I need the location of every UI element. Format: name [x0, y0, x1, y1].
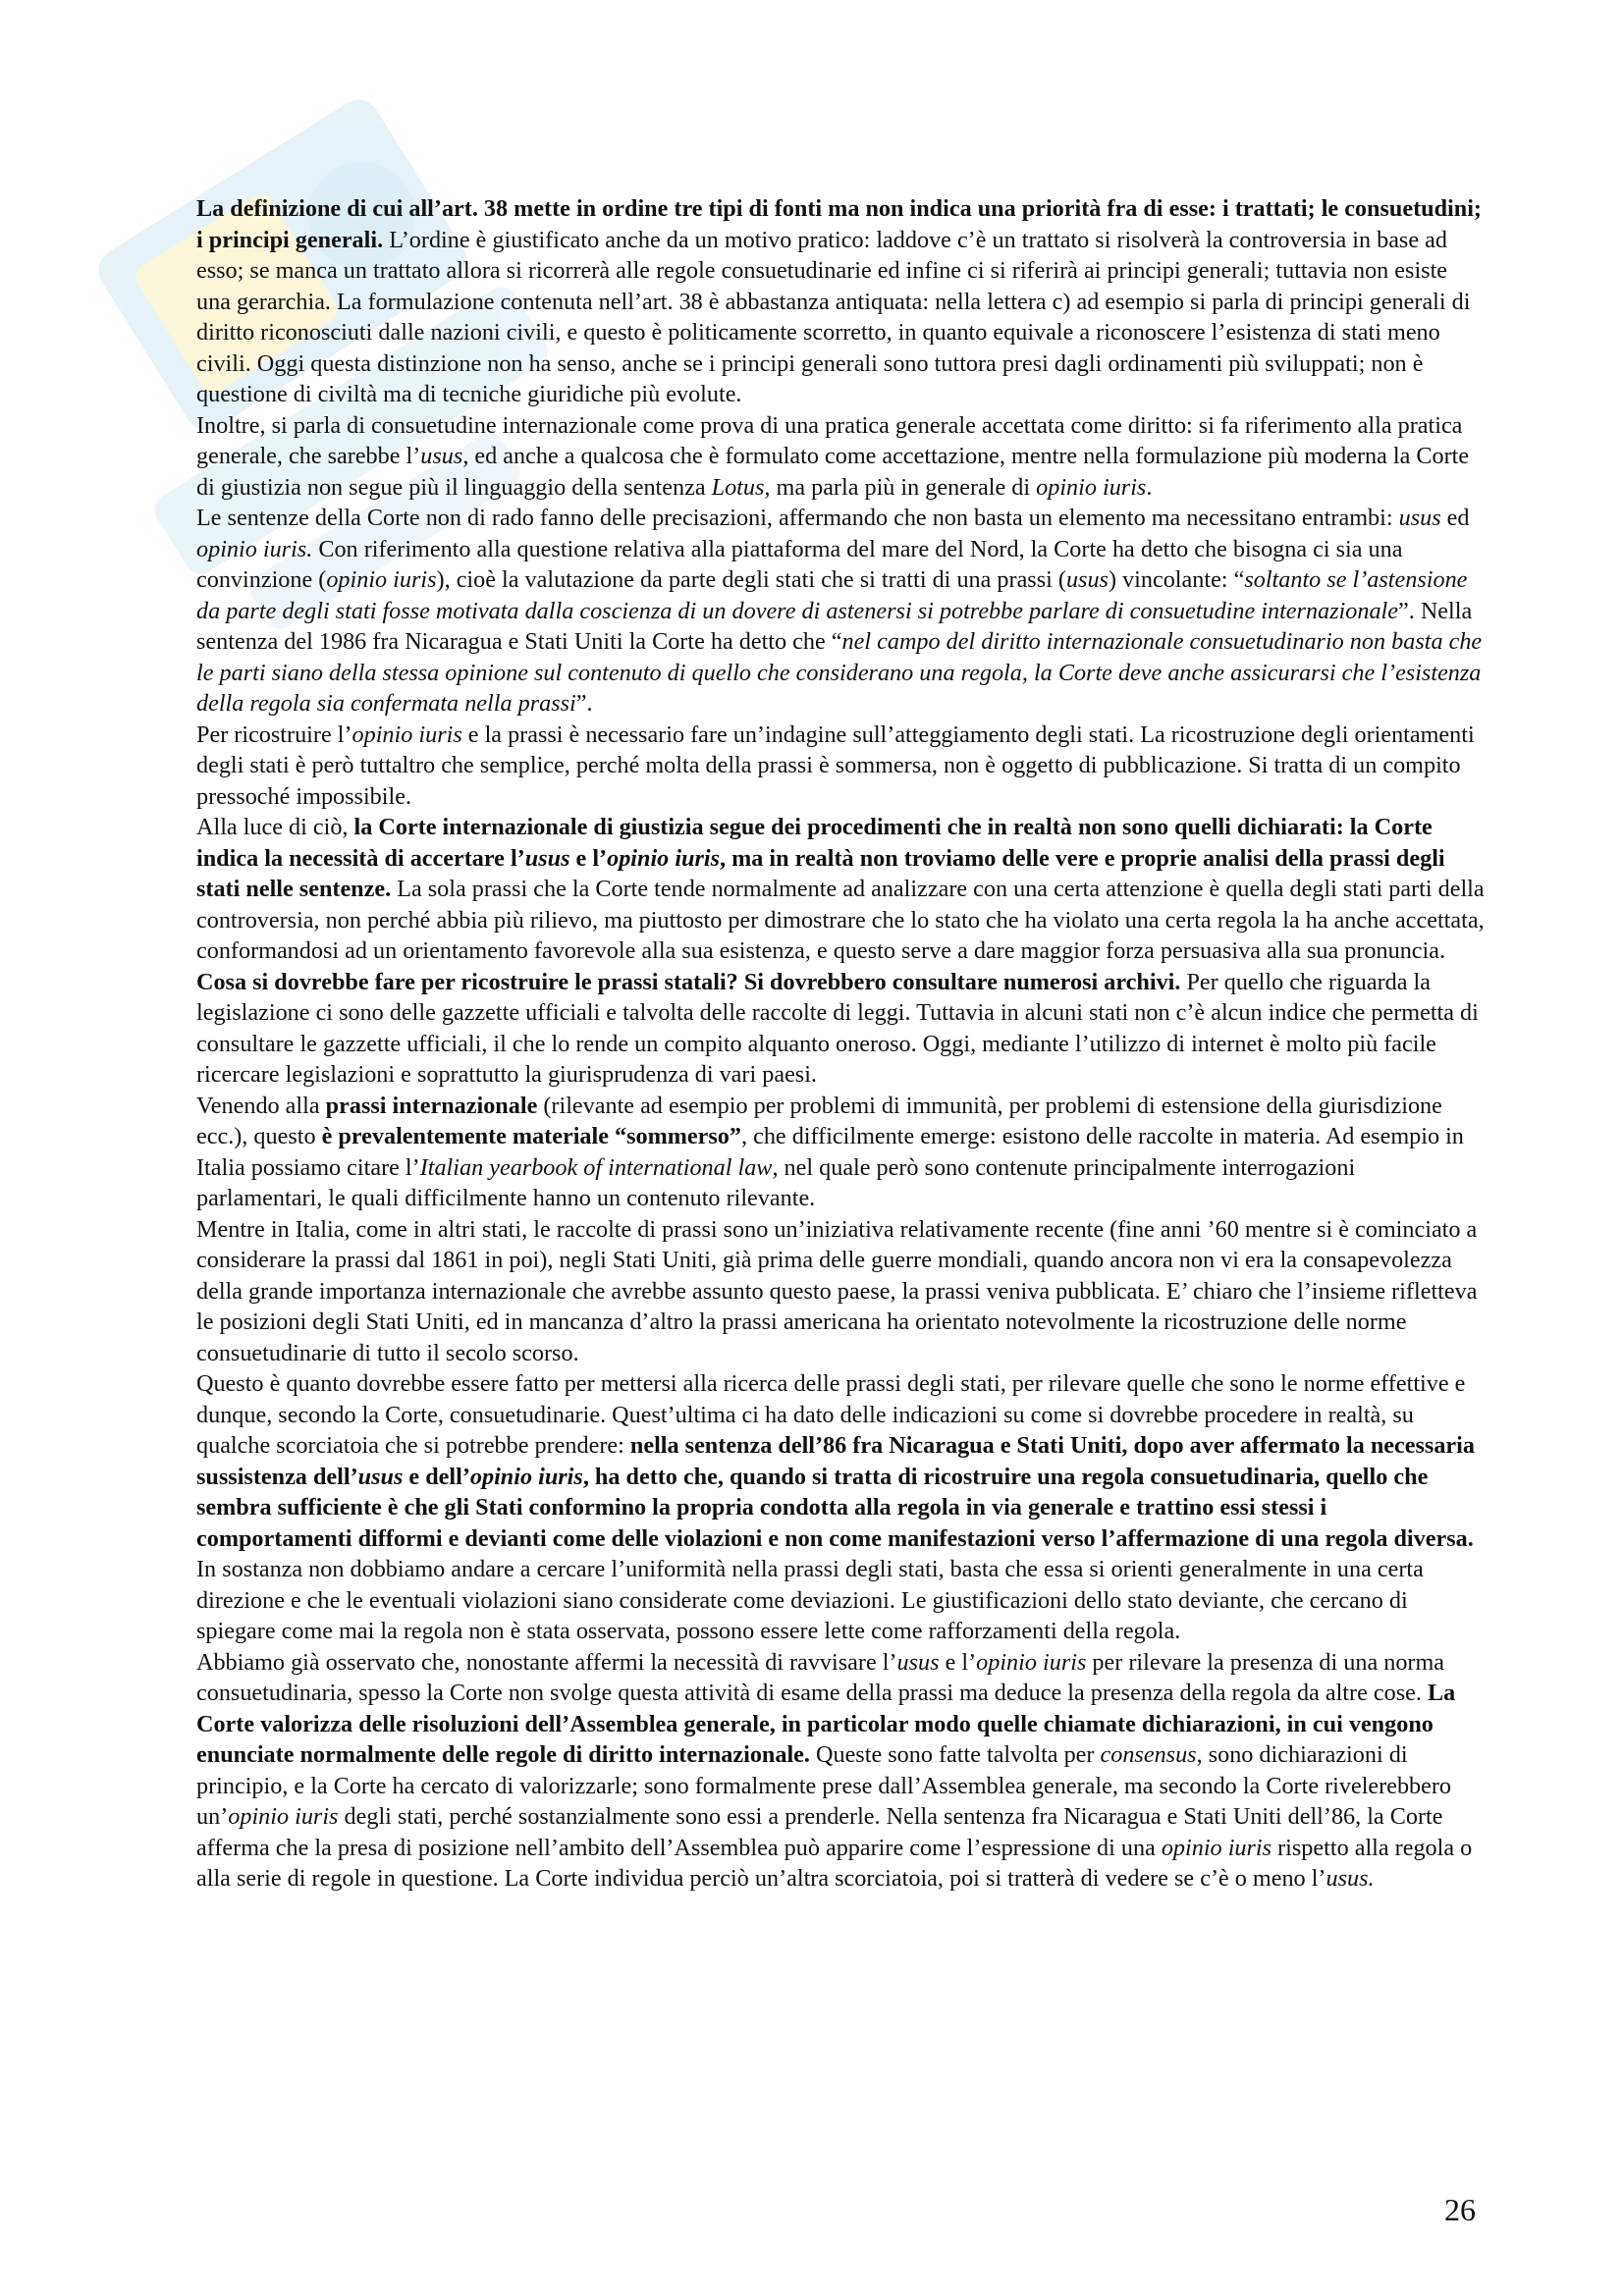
body-text: Queste sono fatte talvolta per	[809, 1741, 1101, 1768]
italic-text: usus	[896, 1648, 940, 1676]
bold-text: Cosa si dovrebbe fare per ricostruire le prassi statali? Si dovrebbero consultare numerosi archivi.	[196, 968, 1181, 995]
body-text: Questo è quanto dovrebbe essere fatto per mettersi alla ricerca delle prassi degli stati, per rilevare quelle che sono le norme effettive e dunque, secondo la Corte, consuetudinarie. Quest’ultima ci ha dato delle indicazioni su come si dovrebbe procedere in realtà, su qualche scorciatoia che si potrebbe prendere:	[196, 1370, 1466, 1459]
body-text: , sono dichiarazioni di principio, e la Corte ha cercato di valorizzarle; sono formalmente prese dall’Assemblea generale, ma secondo la Corte rivelerebbero un’	[196, 1741, 1452, 1830]
body-text: Alla luce di ciò,	[196, 814, 354, 840]
body-text: La sola prassi che la Corte tende normalmente ad analizzare con una certa attenzione è quella degli stati parti della controversia, non perché abbia più rilievo, ma piuttosto per dimostrare che lo stato che ha violato una certa regola la ha anche accettata, conformandosi ad un orientamento favorevole alla sua esistenza, e questo serve a dare maggior forza persuasiva alla sua pronuncia.	[196, 876, 1485, 964]
italic-text: nel campo del diritto internazionale consuetudinario non basta che le parti siano della stessa opinione sul contenuto di quello che considerano una regola, la Corte deve anche assicurarsi che l’esistenza della regola sia confermata nella prassi	[196, 628, 1483, 717]
paragraph	[196, 967, 1485, 1091]
body-text: .	[1146, 473, 1153, 501]
bold-text: la Corte internazionale di giustizia segue dei procedimenti che in realtà non sono quelli dichiarati: la Corte indica la necessità di accertare l’	[196, 814, 1433, 872]
bold-text: nella sentenza dell’86 fra Nicaragua e Stati Uniti, dopo aver affermato la necessaria sussistenza dell’	[196, 1432, 1475, 1490]
italic-text: usus	[1398, 505, 1441, 531]
bold-text: La definizione di cui all’art. 38 mette in ordine tre tipi di fonti ma non indica una priorità fra di esse: i trattati; le consuetudini; i principi generali.	[196, 195, 1482, 253]
bold-text: prassi internazionale	[325, 1092, 538, 1119]
bold-text: , ha detto che, quando si tratta di ricostruire una regola consuetudinaria, quello che sembra sufficiente è che gli Stati conformino la propria condotta alla regola in via generale e trattino essi stessi i comportamenti difformi e devianti come delle violazioni e non come manifestazioni verso l’affermazione di una regola diversa.	[196, 1463, 1474, 1552]
body-text: ”.	[575, 690, 593, 717]
body-text: Per quello che riguarda la legislazione ci sono delle gazzette ufficiali e talvolta delle raccolte di leggi. Tuttavia in alcuni stati non c’è alcun indice che permetta di consultare le gazzette ufficiali, il che lo rende un compito alquanto oneroso. Oggi, mediante l’utilizzo di internet è molto più facile ricercare legislazioni e soprattutto la giurisprudenza di vari paesi.	[196, 968, 1479, 1088]
body-text: per rilevare la presenza di una norma consuetudinaria, spesso la Corte non svolge questa attività di esame della prassi ma deduce la presenza della regola da altre cose.	[196, 1648, 1445, 1706]
bold-text: e dell’	[403, 1463, 470, 1490]
bold-italic-text: opinio iuris	[469, 1463, 583, 1490]
italic-text: consensus	[1100, 1741, 1197, 1768]
body-text: ed	[1440, 505, 1470, 531]
italic-text: opinio iuris	[326, 566, 437, 593]
body-text: Mentre in Italia, come in altri stati, le raccolte di prassi sono un’iniziativa relativamente recente (fine anni ’60 mentre si è cominciato a considerare la prassi dal 1861 in poi), negli Stati Uniti, già prima delle guerre mondiali, quando ancora non vi era la consapevolezza della grande importanza internazionale che avrebbe assunto questo paese, la prassi veniva pubblicata. E’ chiaro che l’insieme rifletteva le posizioni degli Stati Uniti, ed in mancanza d’altro la prassi americana ha orientato notevolmente la ricostruzione delle norme consuetudinarie di tutto il secolo scorso.	[196, 1215, 1478, 1366]
paragraph	[196, 720, 1485, 813]
body-text: , ma parla più in generale di	[764, 473, 1037, 501]
bold-italic-text: usus	[524, 844, 570, 872]
body-text: rispetto alla regola o alla serie di regole in questione. La Corte individua perciò un’altra scorciatoia, poi si tratterà di vedere se c’è o meno l’	[196, 1834, 1473, 1892]
body-text: (rilevante ad esempio per problemi di immunità, per problemi di estensione della giurisdizione ecc.), questo	[196, 1092, 1442, 1149]
page-number: 26	[1444, 2192, 1476, 2227]
body-text: Per ricostruire l’	[196, 721, 352, 748]
body-text: e l’	[939, 1648, 977, 1676]
body-text: , che difficilmente emerge: esistono delle raccolte in materia. Ad esempio in Italia possiamo citare l’	[196, 1123, 1464, 1181]
body-text: Abbiamo già osservato che, nonostante affermi la necessità di ravvisare l’	[196, 1648, 897, 1676]
paragraph	[196, 410, 1485, 504]
paragraph	[196, 812, 1485, 967]
italic-text: soltanto se l’astensione da parte degli stati fosse motivata dalla coscienza di un dovere di astenersi si potrebbe parlare di consuetudine internazionale	[196, 566, 1468, 624]
bold-italic-text: usus	[357, 1463, 404, 1490]
body-text: e la prassi è necessario fare un’indagine sull’atteggiamento degli stati. La ricostruzione degli orientamenti degli stati è però tuttaltro che semplice, perché molta della prassi è sommersa, non è oggetto di pubblicazione. Si tratta di un compito pressoché impossibile.	[196, 721, 1475, 810]
body-text: , nel quale però sono contenute principalmente interrogazioni parlamentari, le quali difficilmente hanno un contenuto rilevante.	[196, 1153, 1356, 1211]
paragraph	[196, 1214, 1485, 1369]
paragraph	[196, 1647, 1485, 1895]
bold-text: La Corte valorizza delle risoluzioni dell’Assemblea generale, in particolar modo quelle chiamate dichiarazioni, in cui vengono enunciate normalmente delle regole di diritto internazionale.	[196, 1680, 1456, 1768]
body-text: degli stati, perché sostanzialmente sono essi a prenderle. Nella sentenza fra Nicaragua e Stati Uniti dell’86, la Corte afferma che la presa di posizione nell’ambito dell’Assemblea può apparire come l’espressione di una	[196, 1803, 1443, 1861]
bold-text: , ma in realtà non troviamo delle vere e proprie analisi della prassi degli stati nelle sentenze.	[196, 844, 1445, 902]
body-text: Le sentenze della Corte non di rado fanno delle precisazioni, affermando che non basta un elemento ma necessitano entrambi:	[196, 505, 1399, 531]
body-text: ”. Nella sentenza del 1986 fra Nicaragua e Stati Uniti la Corte ha detto che “	[196, 597, 1473, 655]
bold-text: è prevalentemente materiale “sommerso”	[321, 1123, 741, 1149]
italic-text: Lotus	[711, 473, 765, 501]
italic-text: usus	[1065, 566, 1109, 593]
paragraph	[196, 1091, 1485, 1214]
italic-text: opinio iuris.	[196, 535, 313, 562]
italic-text: usus	[420, 443, 463, 469]
bold-text: e l’	[569, 844, 608, 872]
paragraph	[196, 503, 1485, 720]
italic-text: opinio iuris	[976, 1648, 1087, 1676]
paragraph	[196, 1368, 1485, 1647]
body-text: Venendo alla	[196, 1092, 326, 1119]
paragraph	[196, 193, 1485, 410]
body-text: L’ordine è giustificato anche da un motivo pratico: laddove c’è un trattato si risolverà la controversia in base ad esso; se manca un trattato allora si ricorrerà alle regole consuetudinarie ed infine ci si riferirà ai principi generali; tuttavia non esiste una gerarchia. La formulazione contenuta nell’art. 38 è abbastanza antiquata: nella lettera c) ad esempio si parla di principi generali di diritto riconosciuti dalle nazioni civili, e questo è politicamente scorretto, in quanto equivale a riconoscere l’esistenza di stati meno civili. Oggi questa distinzione non ha senso, anche se i principi generali sono tuttora presi dagli ordinamenti più sviluppati; non è questione di civiltà ma di tecniche giuridiche più evolute.	[196, 226, 1471, 407]
body-text: , ed anche a qualcosa che è formulato come accettazione, mentre nella formulazione più moderna la Corte di giustizia non segue più il linguaggio della sentenza	[196, 443, 1470, 501]
italic-text: opinio iuris	[1036, 473, 1147, 501]
body-text: Inoltre, si parla di consuetudine internazionale come prova di una pratica generale accettata come diritto: si fa riferimento alla pratica generale, che sarebbe l’	[196, 411, 1463, 469]
italic-text: usus.	[1325, 1865, 1375, 1892]
italic-text: opinio iuris	[1161, 1834, 1272, 1861]
page-body	[196, 193, 1485, 1895]
body-text: In sostanza non dobbiamo andare a cercare l’uniformità nella prassi degli stati, basta che essa si orienti generalmente in una certa direzione e che le eventuali violazioni siano considerate come deviazioni. Le giustificazioni dello stato deviante, che cercano di spiegare come mai la regola non è stata osservata, possono essere lette come rafforzamenti della regola.	[196, 1556, 1424, 1644]
italic-text: opinio iuris	[352, 721, 462, 748]
body-text: ), cioè la valutazione da parte degli stati che si tratti di una prassi (	[436, 566, 1066, 593]
italic-text: Italian yearbook of international law	[419, 1153, 773, 1181]
bold-italic-text: opinio iuris	[607, 844, 721, 872]
body-text: Con riferimento alla questione relativa alla piattaforma del mare del Nord, la Corte ha detto che bisogna ci sia una convinzione (	[196, 535, 1403, 593]
italic-text: opinio iuris	[228, 1803, 339, 1830]
body-text: ) vincolante: “	[1108, 566, 1245, 593]
